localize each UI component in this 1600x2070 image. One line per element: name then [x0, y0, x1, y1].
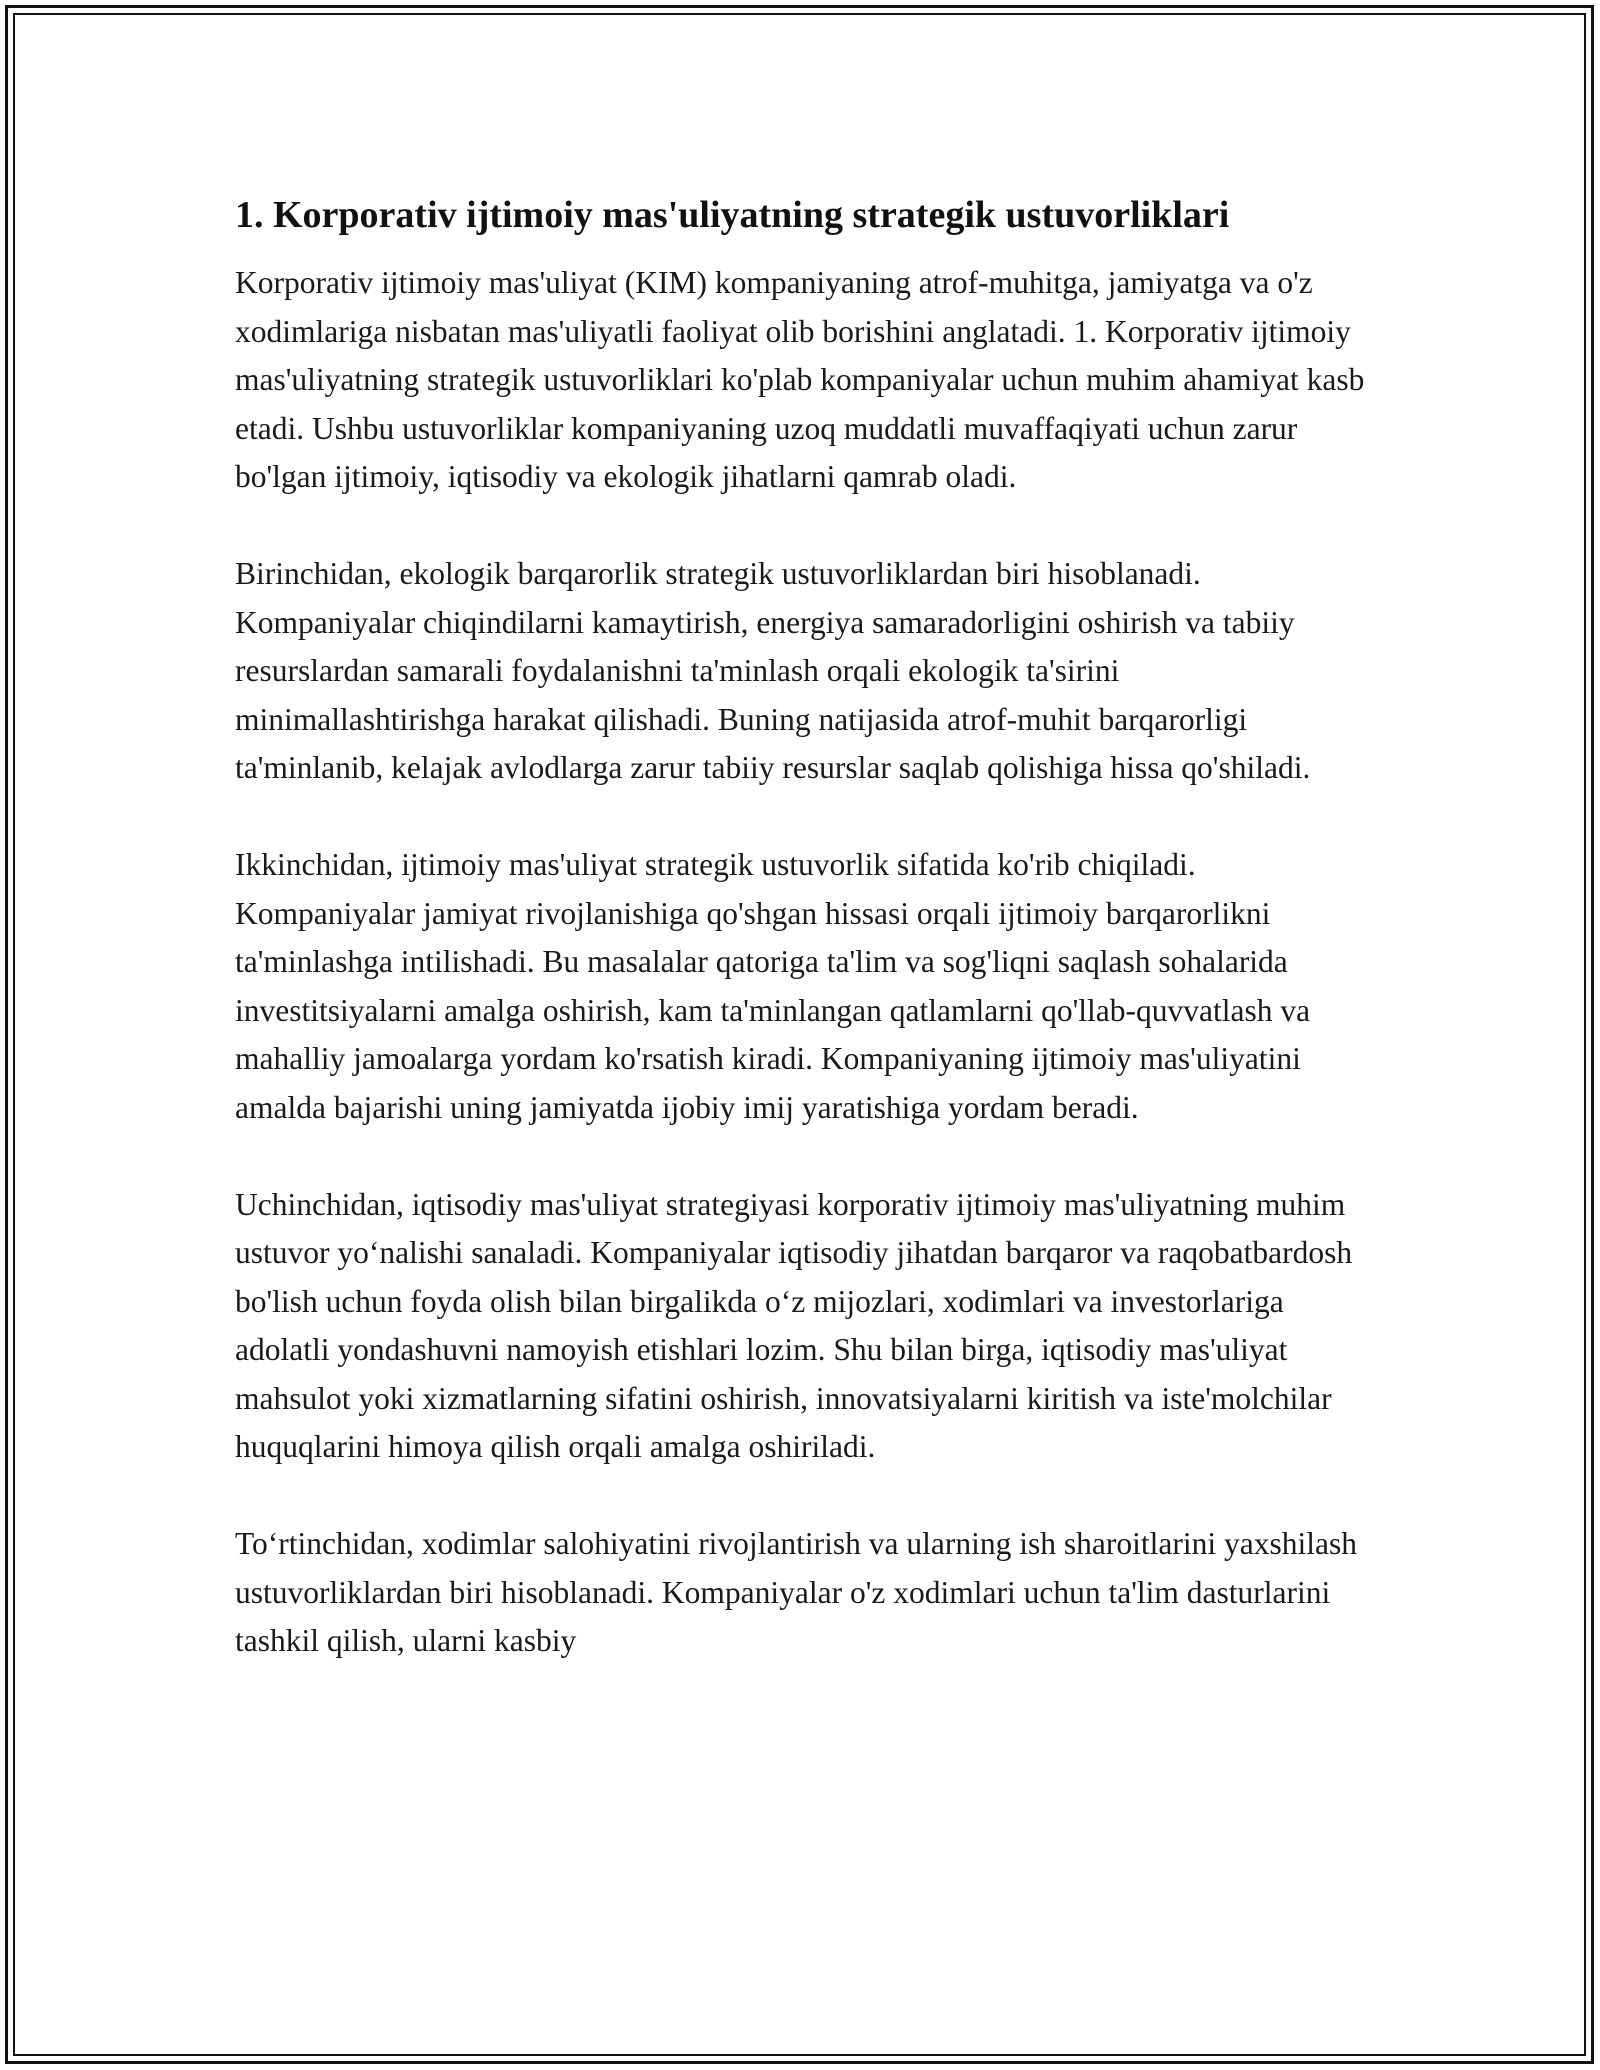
section-heading: 1. Korporativ ijtimoiy mas'uliyatning strategik ustuvorliklari [235, 194, 1230, 236]
paragraph-social: Ikkinchidan, ijtimoiy mas'uliyat strategik ustuvorlik sifatida ko'rib chiqiladi. Kompaniyalar jamiyat rivojlanishiga qo'shgan hissasi orqali ijtimoiy barqarorlikni ta'minlashga intilishadi. Bu masalalar qatoriga ta'lim va sog'liqni saqlash sohalarida investitsiyalarni amalga oshirish, kam ta'minlangan qatlamlarni qo'llab-quvvatlash va mahalliy jamoalarga yordam ko'rsatish kiradi. Kompaniyaning ijtimoiy mas'uliyatini amalda bajarishi uning jamiyatda ijobiy imij yaratishiga yordam beradi. [235, 847, 1311, 1125]
paragraph-intro: Korporativ ijtimoiy mas'uliyat (KIM) kompaniyaning atrof-muhitga, jamiyatga va o'z xodimlariga nisbatan mas'uliyatli faoliyat olib borishini anglatadi. 1. Korporativ ijtimoiy mas'uliyatning strategik ustuvorliklari ko'plab kompaniyalar uchun muhim ahamiyat kasb etadi. Ushbu ustuvorliklar kompaniyaning uzoq muddatli muvaffaqiyati uchun zarur bo'lgan ijtimoiy, iqtisodiy va ekologik jihatlarni qamrab oladi. [235, 265, 1365, 494]
paragraph-economic: Uchinchidan, iqtisodiy mas'uliyat strategiyasi korporativ ijtimoiy mas'uliyatning muhim ustuvor yo‘nalishi sanaladi. Kompaniyalar iqtisodiy jihatdan barqaror va raqobatbardosh bo'lish uchun foyda olish bilan birgalikda o‘z mijozlari, xodimlari va investorlariga adolatli yondashuvni namoyish etishlari lozim. Shu bilan birga, iqtisodiy mas'uliyat mahsulot yoki xizmatlarning sifatini oshirish, innovatsiyalarni kiritish va iste'molchilar huquqlarini himoya qilish orqali amalga oshiriladi. [235, 1186, 1353, 1464]
paragraph-environmental: Birinchidan, ekologik barqarorlik strategik ustuvorliklardan biri hisoblanadi. Kompaniyalar chiqindilarni kamaytirish, energiya samaradorligini oshirish va tabiiy resurslardan samarali foydalanishni ta'minlash orqali ekologik ta'sirini minimallashtirishga harakat qilishadi. Buning natijasida atrof-muhit barqarorligi ta'minlanib, kelajak avlodlarga zarur tabiiy resurslar saqlab qolishiga hissa qo'shiladi. [235, 556, 1311, 785]
document-body [235, 189, 1365, 1666]
paragraph-employees: To‘rtinchidan, xodimlar salohiyatini rivojlantirish va ularning ish sharoitlarini yaxshilash ustuvorliklardan biri hisoblanadi. Kompaniyalar o'z xodimlari uchun ta'lim dasturlarini tashkil qilish, ularni kasbiy [235, 1526, 1357, 1658]
